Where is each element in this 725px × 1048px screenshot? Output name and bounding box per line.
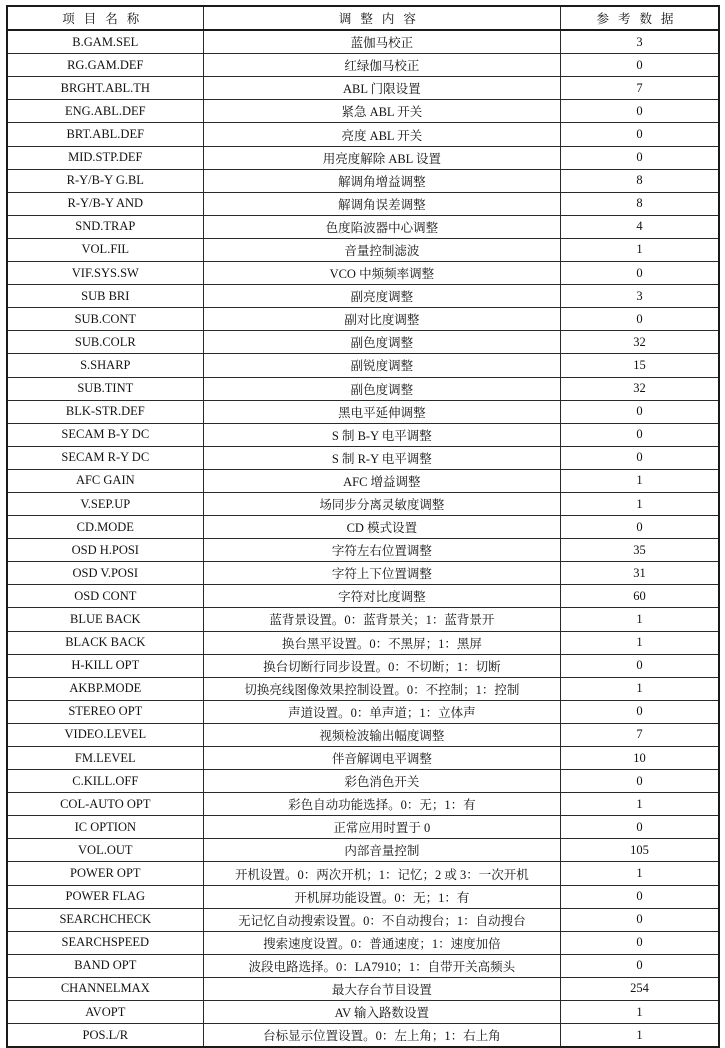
cell-adjust-content: 换台切断行同步设置。0：不切断；1：切断: [203, 654, 560, 677]
table-row: [7, 1024, 719, 1048]
cell-adjust-content: 蓝伽马校正: [203, 30, 560, 54]
cell-adjust-content: 解调角增益调整: [203, 169, 560, 192]
parameter-table: [6, 5, 720, 1048]
cell-reference-value: 35: [561, 539, 719, 562]
table-row: [7, 377, 719, 400]
cell-adjust-content: 切换亮线图像效果控制设置。0：不控制；1：控制: [203, 677, 560, 700]
cell-item-name: OSD CONT: [7, 585, 203, 608]
cell-reference-value: 0: [561, 123, 719, 146]
cell-adjust-content: 亮度 ABL 开关: [203, 123, 560, 146]
cell-adjust-content: 无记忆自动搜索设置。0：不自动搜台；1：自动搜台: [203, 908, 560, 931]
cell-adjust-content: 副色度调整: [203, 331, 560, 354]
cell-adjust-content: 开机设置。0：两次开机；1：记忆；2 或 3：一次开机: [203, 862, 560, 885]
cell-adjust-content: 紧急 ABL 开关: [203, 100, 560, 123]
table-row: [7, 862, 719, 885]
cell-item-name: POWER FLAG: [7, 885, 203, 908]
cell-item-name: OSD V.POSI: [7, 562, 203, 585]
cell-item-name: BRGHT.ABL.TH: [7, 77, 203, 100]
cell-adjust-content: 彩色自动功能选择。0：无；1：有: [203, 793, 560, 816]
cell-adjust-content: 换台黑平设置。0：不黑屏；1：黑屏: [203, 631, 560, 654]
cell-adjust-content: CD 模式设置: [203, 516, 560, 539]
cell-adjust-content: ABL 门限设置: [203, 77, 560, 100]
table-row: [7, 977, 719, 1000]
cell-reference-value: 105: [561, 839, 719, 862]
cell-item-name: SUB.TINT: [7, 377, 203, 400]
cell-adjust-content: VCO 中频频率调整: [203, 262, 560, 285]
table-row: [7, 654, 719, 677]
cell-reference-value: 3: [561, 285, 719, 308]
cell-reference-value: 0: [561, 816, 719, 839]
table-row: [7, 747, 719, 770]
table-row: [7, 30, 719, 54]
table-row: [7, 954, 719, 977]
cell-adjust-content: 声道设置。0：单声道；1：立体声: [203, 700, 560, 723]
table-row: [7, 885, 719, 908]
table-row: [7, 308, 719, 331]
table-row: [7, 723, 719, 746]
cell-adjust-content: 解调角误差调整: [203, 192, 560, 215]
cell-reference-value: 0: [561, 770, 719, 793]
cell-item-name: SUB.COLR: [7, 331, 203, 354]
table-row: [7, 816, 719, 839]
cell-item-name: RG.GAM.DEF: [7, 54, 203, 77]
cell-reference-value: 0: [561, 446, 719, 469]
table-row: [7, 700, 719, 723]
header-item-name: 项目名称: [7, 6, 203, 30]
table-row: [7, 446, 719, 469]
cell-item-name: FM.LEVEL: [7, 747, 203, 770]
cell-item-name: SEARCHSPEED: [7, 931, 203, 954]
table-row: [7, 54, 719, 77]
cell-reference-value: 1: [561, 1001, 719, 1024]
cell-item-name: SEARCHCHECK: [7, 908, 203, 931]
cell-adjust-content: 音量控制滤波: [203, 238, 560, 261]
cell-reference-value: 3: [561, 30, 719, 54]
cell-item-name: H-KILL OPT: [7, 654, 203, 677]
cell-reference-value: 1: [561, 469, 719, 492]
cell-reference-value: 8: [561, 192, 719, 215]
cell-item-name: CHANNELMAX: [7, 977, 203, 1000]
cell-adjust-content: 伴音解调电平调整: [203, 747, 560, 770]
table-row: [7, 238, 719, 261]
cell-reference-value: 7: [561, 723, 719, 746]
cell-reference-value: 31: [561, 562, 719, 585]
table-row: [7, 77, 719, 100]
table-row: [7, 215, 719, 238]
cell-item-name: IC OPTION: [7, 816, 203, 839]
cell-reference-value: 10: [561, 747, 719, 770]
cell-item-name: SECAM R-Y DC: [7, 446, 203, 469]
cell-item-name: BAND OPT: [7, 954, 203, 977]
cell-adjust-content: 副锐度调整: [203, 354, 560, 377]
cell-reference-value: 0: [561, 954, 719, 977]
cell-reference-value: 0: [561, 700, 719, 723]
cell-adjust-content: 副亮度调整: [203, 285, 560, 308]
cell-reference-value: 0: [561, 54, 719, 77]
cell-adjust-content: AFC 增益调整: [203, 469, 560, 492]
cell-item-name: SUB BRI: [7, 285, 203, 308]
cell-reference-value: 1: [561, 608, 719, 631]
cell-item-name: AVOPT: [7, 1001, 203, 1024]
cell-item-name: SECAM B-Y DC: [7, 423, 203, 446]
cell-adjust-content: 字符对比度调整: [203, 585, 560, 608]
cell-reference-value: 0: [561, 516, 719, 539]
cell-adjust-content: 字符左右位置调整: [203, 539, 560, 562]
cell-item-name: COL-AUTO OPT: [7, 793, 203, 816]
cell-reference-value: 1: [561, 862, 719, 885]
cell-adjust-content: AV 输入路数设置: [203, 1001, 560, 1024]
cell-adjust-content: 正常应用时置于 0: [203, 816, 560, 839]
cell-item-name: BLK-STR.DEF: [7, 400, 203, 423]
cell-reference-value: 60: [561, 585, 719, 608]
cell-adjust-content: 波段电路选择。0：LA7910；1：自带开关高频头: [203, 954, 560, 977]
cell-item-name: POWER OPT: [7, 862, 203, 885]
table-row: [7, 631, 719, 654]
header-adjust-content: 调整内容: [203, 6, 560, 30]
cell-item-name: C.KILL.OFF: [7, 770, 203, 793]
table-row: [7, 469, 719, 492]
table-body: [7, 30, 719, 1047]
cell-reference-value: 0: [561, 262, 719, 285]
cell-reference-value: 0: [561, 400, 719, 423]
cell-item-name: V.SEP.UP: [7, 492, 203, 515]
cell-item-name: R-Y/B-Y AND: [7, 192, 203, 215]
cell-item-name: MID.STP.DEF: [7, 146, 203, 169]
cell-item-name: VOL.OUT: [7, 839, 203, 862]
table-row: [7, 908, 719, 931]
cell-item-name: B.GAM.SEL: [7, 30, 203, 54]
cell-reference-value: 15: [561, 354, 719, 377]
table-row: [7, 793, 719, 816]
cell-reference-value: 0: [561, 931, 719, 954]
cell-reference-value: 0: [561, 308, 719, 331]
table-row: [7, 585, 719, 608]
cell-adjust-content: 台标显示位置设置。0：左上角；1：右上角: [203, 1024, 560, 1048]
cell-item-name: POS.L/R: [7, 1024, 203, 1048]
table-row: [7, 770, 719, 793]
cell-adjust-content: S 制 R-Y 电平调整: [203, 446, 560, 469]
table-row: [7, 146, 719, 169]
table-row: [7, 262, 719, 285]
cell-reference-value: 1: [561, 793, 719, 816]
cell-adjust-content: 场同步分离灵敏度调整: [203, 492, 560, 515]
table-header-row: [7, 6, 719, 30]
cell-reference-value: 1: [561, 1024, 719, 1048]
cell-adjust-content: S 制 B-Y 电平调整: [203, 423, 560, 446]
cell-item-name: BLACK BACK: [7, 631, 203, 654]
cell-item-name: VOL.FIL: [7, 238, 203, 261]
cell-item-name: OSD H.POSI: [7, 539, 203, 562]
table-row: [7, 1001, 719, 1024]
cell-item-name: R-Y/B-Y G.BL: [7, 169, 203, 192]
table-row: [7, 123, 719, 146]
table-row: [7, 354, 719, 377]
cell-item-name: BRT.ABL.DEF: [7, 123, 203, 146]
table-row: [7, 562, 719, 585]
cell-reference-value: 1: [561, 677, 719, 700]
cell-item-name: VIF.SYS.SW: [7, 262, 203, 285]
table-row: [7, 539, 719, 562]
cell-adjust-content: 红绿伽马校正: [203, 54, 560, 77]
table-row: [7, 423, 719, 446]
cell-reference-value: 0: [561, 146, 719, 169]
cell-reference-value: 4: [561, 215, 719, 238]
cell-reference-value: 1: [561, 631, 719, 654]
cell-adjust-content: 黑电平延伸调整: [203, 400, 560, 423]
table-row: [7, 100, 719, 123]
cell-item-name: AKBP.MODE: [7, 677, 203, 700]
cell-reference-value: 0: [561, 654, 719, 677]
cell-reference-value: 254: [561, 977, 719, 1000]
cell-adjust-content: 蓝背景设置。0：蓝背景关；1：蓝背景开: [203, 608, 560, 631]
cell-adjust-content: 副对比度调整: [203, 308, 560, 331]
cell-adjust-content: 副色度调整: [203, 377, 560, 400]
table-row: [7, 285, 719, 308]
cell-adjust-content: 搜索速度设置。0：普通速度；1：速度加倍: [203, 931, 560, 954]
cell-reference-value: 0: [561, 885, 719, 908]
cell-item-name: S.SHARP: [7, 354, 203, 377]
cell-reference-value: 0: [561, 100, 719, 123]
cell-item-name: ENG.ABL.DEF: [7, 100, 203, 123]
table-row: [7, 192, 719, 215]
cell-adjust-content: 彩色消色开关: [203, 770, 560, 793]
cell-item-name: CD.MODE: [7, 516, 203, 539]
cell-reference-value: 7: [561, 77, 719, 100]
table-row: [7, 169, 719, 192]
table-row: [7, 931, 719, 954]
cell-reference-value: 32: [561, 377, 719, 400]
cell-reference-value: 8: [561, 169, 719, 192]
cell-adjust-content: 最大存台节目设置: [203, 977, 560, 1000]
cell-item-name: AFC GAIN: [7, 469, 203, 492]
cell-reference-value: 0: [561, 423, 719, 446]
cell-item-name: BLUE BACK: [7, 608, 203, 631]
cell-adjust-content: 视频检波输出幅度调整: [203, 723, 560, 746]
table-row: [7, 839, 719, 862]
cell-item-name: SUB.CONT: [7, 308, 203, 331]
table-row: [7, 677, 719, 700]
cell-adjust-content: 内部音量控制: [203, 839, 560, 862]
cell-adjust-content: 字符上下位置调整: [203, 562, 560, 585]
table-row: [7, 608, 719, 631]
cell-reference-value: 32: [561, 331, 719, 354]
cell-adjust-content: 用亮度解除 ABL 设置: [203, 146, 560, 169]
cell-item-name: STEREO OPT: [7, 700, 203, 723]
table-row: [7, 400, 719, 423]
table-row: [7, 492, 719, 515]
header-reference-data: 参考数据: [561, 6, 719, 30]
cell-adjust-content: 开机屏功能设置。0：无；1：有: [203, 885, 560, 908]
table-row: [7, 516, 719, 539]
cell-item-name: SND.TRAP: [7, 215, 203, 238]
cell-reference-value: 1: [561, 492, 719, 515]
cell-reference-value: 0: [561, 908, 719, 931]
cell-adjust-content: 色度陷波器中心调整: [203, 215, 560, 238]
table-row: [7, 331, 719, 354]
cell-item-name: VIDEO.LEVEL: [7, 723, 203, 746]
cell-reference-value: 1: [561, 238, 719, 261]
